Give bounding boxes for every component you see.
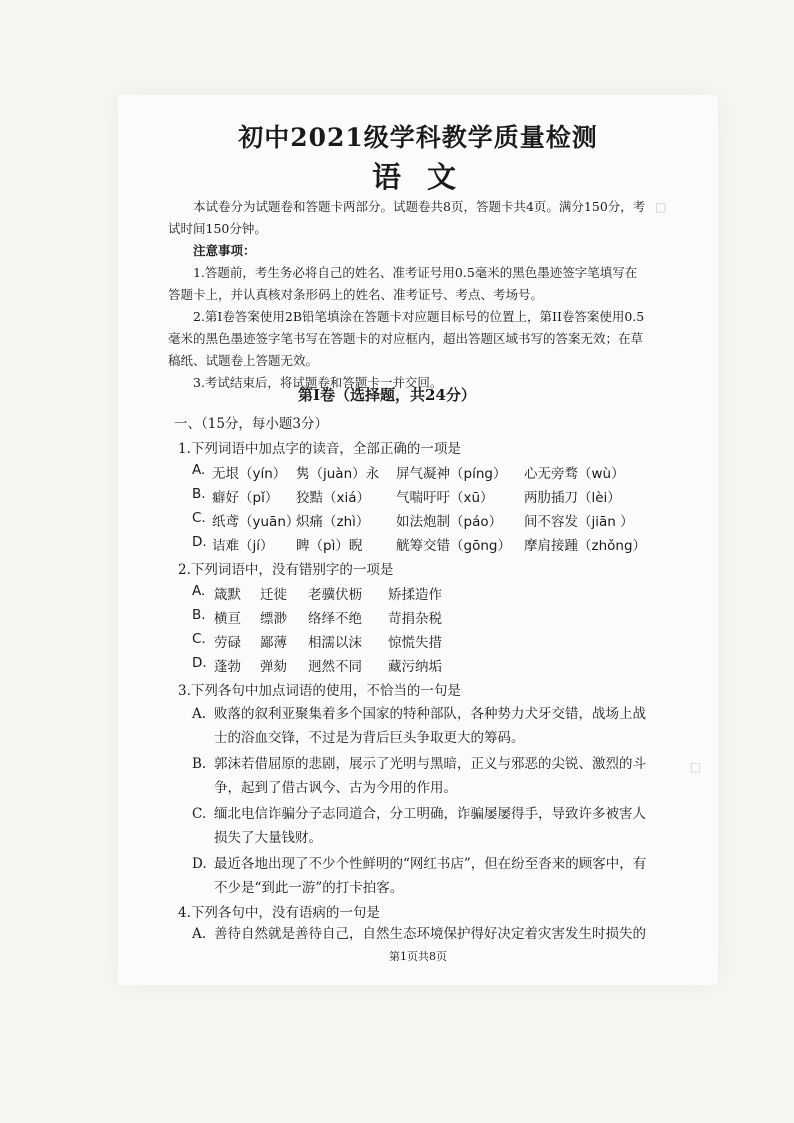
option-word: 如法炮制（páo） xyxy=(396,514,503,530)
notes-heading: 注意事项： xyxy=(193,243,256,258)
note-2: 2.第Ⅰ卷答案使用2B铅笔填涂在答题卡对应题目标号的位置上，第II卷答案使用0.5毫米的黑色墨迹签字笔书写在答题卡的对应框内，超出答题区域书写的答案无效；在草稿纸、试题卷上答题无效。 xyxy=(168,309,645,368)
option-label: D. xyxy=(192,534,207,550)
option-label: A. xyxy=(192,583,206,599)
option-word: 劳碌 xyxy=(214,635,241,651)
option-label: B. xyxy=(192,756,207,772)
question-3-stem: 3.下列各句中加点词语的使用，不恰当的一句是 xyxy=(178,683,461,699)
option-label: D. xyxy=(192,655,207,671)
option-word: 觥筹交错（gōng） xyxy=(396,538,511,554)
option-text: 最近各地出现了不少个性鲜明的“网红书店”，但在纷至沓来的顾客中，有不少是“到此一游”的打卡拍客。 xyxy=(214,856,647,896)
option-word: 迁徙 xyxy=(260,587,287,603)
q3-option-a xyxy=(192,702,647,750)
option-word: 络绎不绝 xyxy=(308,611,362,627)
option-label: B. xyxy=(192,607,206,623)
page-number: 第1页共8页 xyxy=(389,950,447,963)
q3-option-c xyxy=(192,802,647,850)
note-3: 3.考试结束后，将试题卷和答题卡一并交回。 xyxy=(193,375,443,390)
option-word: 蓬勃 xyxy=(214,659,241,675)
option-word: 矫揉造作 xyxy=(388,587,442,603)
option-word: 癖好（pǐ） xyxy=(212,490,279,506)
q4-option-a xyxy=(192,922,647,946)
instructions-intro: 本试卷分为试题卷和答题卡两部分。试题卷共8页，答题卡共4页。满分150分，考试时间150分钟。 xyxy=(168,199,646,236)
option-word: 心无旁骛（wù） xyxy=(524,466,625,482)
option-text: 郭沫若借屈原的悲剧，展示了光明与黑暗，正义与邪恶的尖锐、激烈的斗争，起到了借古讽今、古为今用的作用。 xyxy=(214,756,646,796)
q3-option-b xyxy=(192,752,647,800)
option-word: 无垠（yín） xyxy=(212,466,287,482)
option-word: 纸鸢（yuān） xyxy=(212,514,300,530)
option-text: 败落的叙利亚聚集着多个国家的特种部队，各种势力犬牙交错，战场上战士的浴血交锋，不过是为背后巨头争取更大的筹码。 xyxy=(214,706,646,746)
option-word: 屏气凝神（píng） xyxy=(396,466,507,482)
option-word: 迥然不同 xyxy=(308,659,362,675)
option-word: 弹劾 xyxy=(260,659,287,675)
option-label: C. xyxy=(192,510,206,526)
option-word: 横亘 xyxy=(214,611,241,627)
option-word: 两肋插刀（lèi） xyxy=(524,490,621,506)
option-word: 气喘吁吁（xū） xyxy=(396,490,494,506)
option-label: C. xyxy=(192,806,207,822)
option-word: 苛捐杂税 xyxy=(388,611,442,627)
option-word: 缥渺 xyxy=(260,611,287,627)
option-word: 惊慌失措 xyxy=(388,635,442,651)
option-word: 箴默 xyxy=(214,587,241,603)
option-word: 藏污纳垢 xyxy=(388,659,442,675)
option-label: B. xyxy=(192,486,206,502)
option-label: C. xyxy=(192,631,206,647)
option-word: 诘难（jí） xyxy=(212,538,274,554)
question-2-stem: 2.下列词语中，没有错别字的一项是 xyxy=(178,562,394,578)
subject-title: 语 文 xyxy=(371,160,465,194)
q3-option-d xyxy=(192,852,647,900)
option-text: 善待自然就是善待自己，自然生态环境保护得好决定着灾害发生时损失的 xyxy=(214,926,646,942)
option-label: A. xyxy=(192,926,207,942)
option-word: 间不容发（jiān ） xyxy=(524,514,634,530)
exam-title: 初中2021级学科教学质量检测 xyxy=(238,123,598,152)
question-4-stem: 4.下列各句中，没有语病的一句是 xyxy=(178,905,380,921)
option-word: 鄙薄 xyxy=(260,635,287,651)
note-1: 1.答题前，考生务必将自己的姓名、准考证号用0.5毫米的黑色墨迹签字笔填写在答题卡上，并认真核对条形码上的姓名、准考证号、考点、考场号。 xyxy=(168,265,638,302)
option-label: D. xyxy=(192,856,207,872)
option-text: 缅北电信诈骗分子志同道合，分工明确，诈骗屡屡得手，导致许多被害人损失了大量钱财。 xyxy=(214,806,646,846)
instructions xyxy=(168,196,648,394)
option-word: 睥（pì）睨 xyxy=(296,538,363,554)
option-label: A. xyxy=(192,706,207,722)
bleed-through-mark: □ xyxy=(655,200,667,214)
option-word: 隽（juàn）永 xyxy=(296,466,380,482)
option-word: 炽痛（zhì） xyxy=(296,514,370,530)
question-1-stem: 1.下列词语中加点字的读音，全部正确的一项是 xyxy=(178,441,461,457)
option-label: A. xyxy=(192,462,206,478)
bleed-through-mark: □ xyxy=(690,760,702,774)
option-word: 相濡以沫 xyxy=(308,635,362,651)
option-word: 老骥伏枥 xyxy=(308,587,362,603)
section-title: 第Ⅰ卷（选择题，共24分） xyxy=(298,386,476,404)
option-word: 摩肩接踵（zhǒng） xyxy=(524,538,647,554)
part-heading: 一、（15分，每小题3分） xyxy=(174,416,329,432)
option-word: 狡黠（xiá） xyxy=(296,490,371,506)
